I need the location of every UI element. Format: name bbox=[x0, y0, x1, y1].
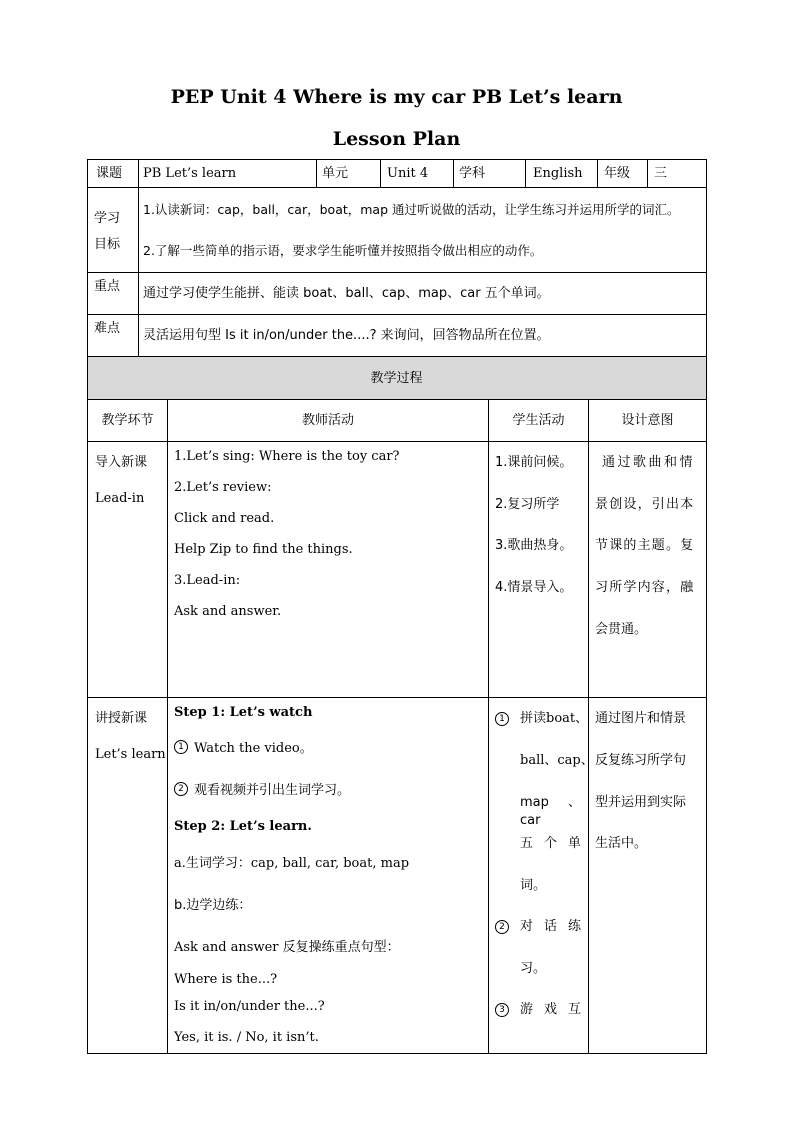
leadin-student-line: 2.复习所学 bbox=[495, 497, 560, 512]
table-line bbox=[138, 159, 139, 187]
table-line bbox=[380, 159, 381, 187]
learn-student-line: 拼读boat、 bbox=[520, 711, 589, 726]
table-line bbox=[647, 159, 648, 187]
table-line bbox=[167, 399, 168, 1054]
leadin-design-line: 景创设，引出本 bbox=[595, 497, 695, 512]
table-line bbox=[87, 399, 707, 400]
grade-label: 年级 bbox=[604, 166, 631, 181]
process-header: 教学过程 bbox=[370, 371, 423, 386]
learn-stage-en: Let’s learn bbox=[95, 747, 166, 762]
number-circle: 3 bbox=[495, 1003, 509, 1017]
objective-item-2: 2.了解一些简单的指示语，要求学生能听懂并按照指令做出相应的动作。 bbox=[143, 243, 543, 258]
table-line bbox=[87, 314, 707, 315]
table-line bbox=[588, 399, 589, 1054]
table-line bbox=[87, 697, 707, 698]
leadin-student-line: 1.课前问候。 bbox=[495, 455, 573, 470]
learn-design-line: 通过图片和情景 bbox=[595, 711, 687, 726]
learn-q1: Where is the...? bbox=[174, 972, 278, 987]
number-circle: 2 bbox=[174, 782, 188, 796]
learn-student-line: 对 话 练 bbox=[520, 919, 581, 934]
number-circle: 1 bbox=[174, 740, 188, 754]
learn-step1: Step 1: Let’s watch bbox=[174, 705, 313, 720]
table-line bbox=[316, 159, 317, 187]
learn-q2: Is it in/on/under the...? bbox=[174, 999, 325, 1014]
learn-design-line: 生活中。 bbox=[595, 836, 648, 851]
leadin-design-line: 习所学内容，融 bbox=[595, 580, 695, 595]
learn-student-line: map 、 car bbox=[520, 795, 581, 828]
leadin-teacher-line: Ask and answer. bbox=[174, 604, 282, 619]
table-line bbox=[87, 1053, 707, 1054]
learn-stage-cn: 讲授新课 bbox=[95, 711, 148, 726]
subject-value: English bbox=[533, 166, 583, 181]
learn-b: b.边学边练： bbox=[174, 898, 252, 913]
learn-design-line: 型并运用到实际 bbox=[595, 795, 687, 810]
topic-label: 课题 bbox=[96, 166, 123, 181]
leadin-teacher-line: 3.Lead-in: bbox=[174, 573, 241, 588]
leadin-design-line: 会贯通。 bbox=[595, 622, 648, 637]
key-points-text: 通过学习使学生能拼、能读 boat、ball、cap、map、car 五个单词。 bbox=[143, 286, 550, 301]
table-line bbox=[453, 159, 454, 187]
table-line bbox=[597, 159, 598, 187]
unit-label: 单元 bbox=[322, 166, 349, 181]
table-line bbox=[87, 159, 88, 1054]
leadin-student-line: 3.歌曲热身。 bbox=[495, 538, 573, 553]
leadin-stage-cn: 导入新课 bbox=[95, 455, 148, 470]
learn-step1-item1 bbox=[174, 740, 313, 758]
col-design: 设计意图 bbox=[621, 413, 674, 428]
objectives-label-1: 学习 bbox=[94, 211, 121, 226]
title-line1: PEP Unit 4 Where is my car PB Let’s learn bbox=[170, 86, 623, 108]
learn-design-line: 反复练习所学句 bbox=[595, 753, 687, 768]
number-circle: 2 bbox=[495, 920, 509, 934]
subject-label: 学科 bbox=[459, 166, 486, 181]
objectives-label-2: 目标 bbox=[94, 237, 121, 252]
table-line bbox=[525, 159, 526, 187]
topic-value: PB Let’s learn bbox=[143, 166, 237, 181]
leadin-teacher-line: Click and read. bbox=[174, 511, 275, 526]
leadin-teacher-line: 2.Let’s review: bbox=[174, 480, 272, 495]
table-line bbox=[87, 356, 707, 357]
col-stage: 教学环节 bbox=[101, 413, 154, 428]
leadin-student-line: 4.情景导入。 bbox=[495, 580, 573, 595]
learn-student-line: 五 个 单 bbox=[520, 836, 581, 851]
leadin-design-line: 通过歌曲和情 bbox=[602, 455, 696, 470]
learn-q3: Yes, it is. / No, it isn’t. bbox=[174, 1030, 319, 1045]
grade-value: 三 bbox=[654, 166, 668, 181]
learn-student-line: 习。 bbox=[520, 961, 547, 976]
learn-student-line: 游 戏 互 bbox=[520, 1002, 581, 1017]
number-circle: 1 bbox=[495, 712, 509, 726]
table-line bbox=[706, 159, 707, 1054]
leadin-teacher-line: 1.Let’s sing: Where is the toy car? bbox=[174, 449, 400, 464]
leadin-stage-en: Lead-in bbox=[95, 491, 145, 506]
learn-step2: Step 2: Let’s learn. bbox=[174, 819, 312, 834]
learn-step1-item2 bbox=[174, 782, 350, 800]
step1-item2-text: 观看视频并引出生词学习。 bbox=[194, 783, 351, 798]
leadin-design-line: 节课的主题。复 bbox=[595, 538, 695, 553]
table-line bbox=[138, 187, 139, 356]
objective-item-1: 1.认读新词：cap，ball，car，boat，map 通过听说做的活动，让学生练习并运用所学的词汇。 bbox=[143, 202, 680, 217]
table-line bbox=[87, 159, 707, 160]
col-student: 学生活动 bbox=[512, 413, 565, 428]
learn-a: a.生词学习：cap, ball, car, boat, map bbox=[174, 856, 410, 871]
learn-ask: Ask and answer 反复操练重点句型： bbox=[174, 940, 400, 955]
step1-item1-text: Watch the video。 bbox=[194, 741, 313, 756]
table-line bbox=[488, 399, 489, 1054]
table-line bbox=[87, 272, 707, 273]
learn-student-line: 词。 bbox=[520, 878, 547, 893]
col-teacher: 教师活动 bbox=[301, 413, 354, 428]
difficulties-label: 难点 bbox=[94, 321, 121, 336]
unit-value: Unit 4 bbox=[387, 166, 429, 181]
leadin-teacher-line: Help Zip to find the things. bbox=[174, 542, 353, 557]
table-line bbox=[87, 187, 707, 188]
difficulties-text: 灵活运用句型 Is it in/on/under the....? 来询问，回答物品所在位置。 bbox=[143, 328, 550, 343]
title-line2: Lesson Plan bbox=[332, 128, 461, 150]
learn-student-line: ball、cap、 bbox=[520, 753, 594, 768]
table-line bbox=[87, 441, 707, 442]
key-points-label: 重点 bbox=[94, 279, 121, 294]
